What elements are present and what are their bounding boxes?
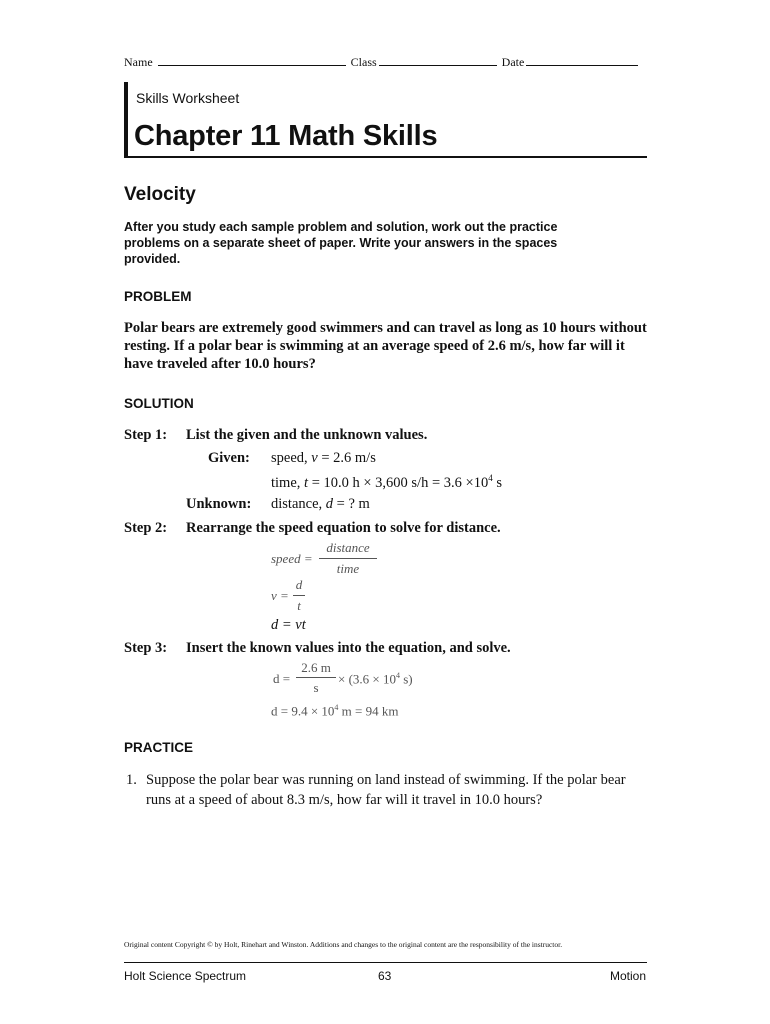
name-blank[interactable]: [158, 55, 346, 66]
date-label: Date: [501, 55, 525, 69]
worksheet-label: Skills Worksheet: [136, 90, 240, 106]
equation-substitution: d = 2.6 m s × ($3.6 \times 10^4$ s): [273, 660, 413, 695]
given-time: time, t = 10.0 h × 3,600 $s/h = 3.6 \times 10^4$ s: [271, 473, 502, 491]
equation-v: v = d t: [271, 577, 331, 613]
question-text: Suppose the polar bear was running on land instead of swimming. If the polar bear runs at a speed of about 8.3 m/s, how far will it travel in 10.0 hours?: [146, 772, 626, 808]
page-number: 63: [378, 969, 392, 983]
practice-label: PRACTICE: [124, 740, 194, 755]
copyright-notice: Original content Copyright © by Holt, Rinehart and Winston. Additions and changes to the original content are the responsibility of the instructor.: [124, 940, 563, 949]
page-title: Chapter 11 Math Skills: [134, 120, 438, 152]
equation-d-equals-vt: d = vt: [271, 617, 306, 633]
equation-speed: speed = distance time: [271, 540, 391, 576]
problem-label: PROBLEM: [124, 289, 192, 304]
footer-chapter-name: Motion: [610, 969, 647, 983]
instructions: After you study each sample problem and solution, work out the practice problems on a separate sheet of paper. Write your answers in the spaces provided.: [124, 220, 558, 266]
step1-title: List the given and the unknown values.: [186, 427, 428, 443]
footer-rule: [124, 962, 647, 963]
title-rule: [124, 156, 647, 158]
step1-label: Step 1:: [124, 427, 168, 443]
step2-title: Rearrange the speed equation to solve for distance.: [186, 520, 501, 536]
title-bar-decoration: [124, 82, 128, 158]
solution-label: SOLUTION: [124, 396, 194, 411]
unknown-value: distance, d = ? m: [271, 496, 370, 512]
given-speed: speed, v = 2.6 m/s: [271, 450, 376, 466]
class-blank[interactable]: [379, 55, 497, 66]
step3-title: Insert the known values into the equation, and solve.: [186, 640, 511, 656]
section-title: Velocity: [124, 184, 196, 205]
practice-question-1: [124, 770, 654, 810]
problem-text: Polar bears are extremely good swimmers and can travel as long as 10 hours without resting. If a polar bear is swimming at an average speed of 2.6 m/s, how far will it have traveled after 10.0 hours?: [124, 320, 647, 372]
header-fields: [124, 55, 644, 70]
question-number: 1.: [126, 772, 137, 788]
class-label: Class: [350, 55, 377, 69]
date-blank[interactable]: [526, 55, 638, 66]
name-label: Name: [124, 55, 153, 69]
step3-label: Step 3:: [124, 640, 168, 656]
step2-label: Step 2:: [124, 520, 168, 536]
equation-result: $d = 9.4 \times 10^4$ m = 94 km: [271, 703, 399, 719]
given-label: Given:: [208, 450, 250, 466]
unknown-label: Unknown:: [186, 496, 252, 512]
footer-book-title: Holt Science Spectrum: [124, 969, 247, 983]
